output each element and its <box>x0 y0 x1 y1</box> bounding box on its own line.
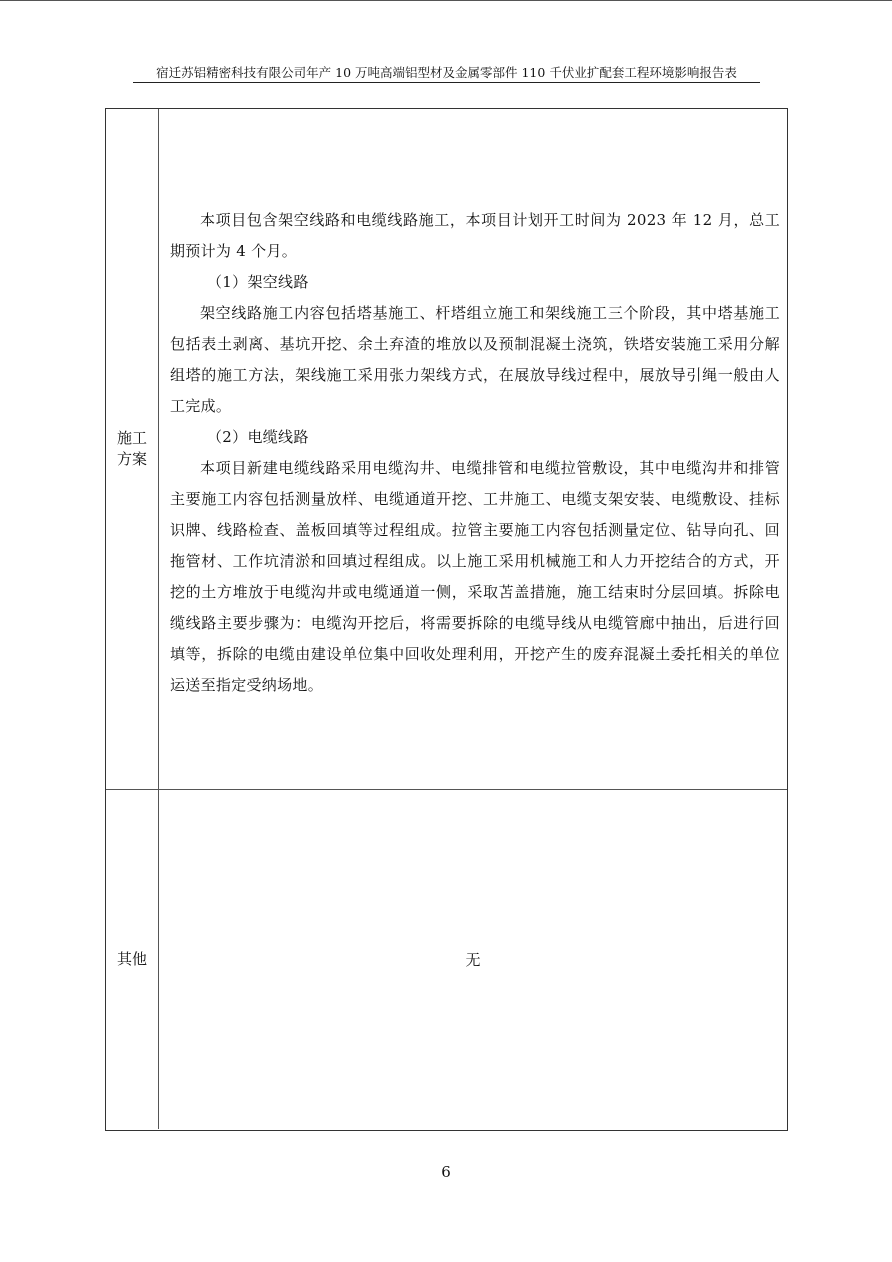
page-number: 6 <box>441 1163 451 1181</box>
other-value: 无 <box>465 950 481 969</box>
cable-line-subheading: （2）电缆线路 <box>207 428 309 446</box>
cable-line-paragraph: 本项目新建电缆线路采用电缆沟井、电缆排管和电缆拉管敷设，其中电缆沟井和排管主要施工内容包括测量放样、电缆通道开挖、工井施工、电缆支架安装、电缆敷设、挂标识牌、线路检查、盖板回填等过程组成。拉管主要施工内容包括测量定位、钻导向孔、回拖管材、工作坑清淤和回填过程组成。以上施工采用机械施工和人力开挖结合的方式，开挖的土方堆放于电缆沟井或电缆通道一侧，采取苫盖措施，施工结束时分层回填。拆除电缆线路主要步骤为：电缆沟开挖后，将需要拆除的电缆导线从电缆管廊中抽出，后进行回填等，拆除的电缆由建设单位集中回收处理利用，开挖产生的废弃混凝土委托相关的单位运送至指定受纳场地。 <box>170 459 780 694</box>
construction-plan-label: 施工方案 <box>116 429 147 468</box>
plan-intro-paragraph: 本项目包含架空线路和电缆线路施工，本项目计划开工时间为 2023 年 12 月，总工期预计为 4 个月。 <box>170 211 780 260</box>
page-top-border <box>0 0 892 1</box>
other-content-cell <box>159 789 787 1129</box>
header-underline <box>133 82 760 83</box>
construction-plan-content-cell <box>159 109 787 789</box>
report-form-table <box>105 108 788 1131</box>
overhead-line-paragraph: 架空线路施工内容包括塔基施工、杆塔组立施工和架线施工三个阶段，其中塔基施工包括表土剥离、基坑开挖、余土弃渣的堆放以及预制混凝土浇筑，铁塔安装施工采用分解组塔的施工方法，架线施工采用张力架线方式，在展放导线过程中，展放导引绳一般由人工完成。 <box>170 304 780 415</box>
construction-plan-row <box>106 109 787 790</box>
other-label-cell <box>106 789 159 1129</box>
other-label: 其他 <box>116 949 147 968</box>
report-header-title: 宿迁苏铝精密科技有限公司年产 10 万吨高端铝型材及金属零部件 110 千伏业扩配套工程环境影响报告表 <box>156 65 737 80</box>
other-row <box>106 789 787 1129</box>
construction-plan-label-cell <box>106 109 159 789</box>
construction-plan-body <box>170 205 780 701</box>
overhead-line-subheading: （1）架空线路 <box>207 273 309 291</box>
